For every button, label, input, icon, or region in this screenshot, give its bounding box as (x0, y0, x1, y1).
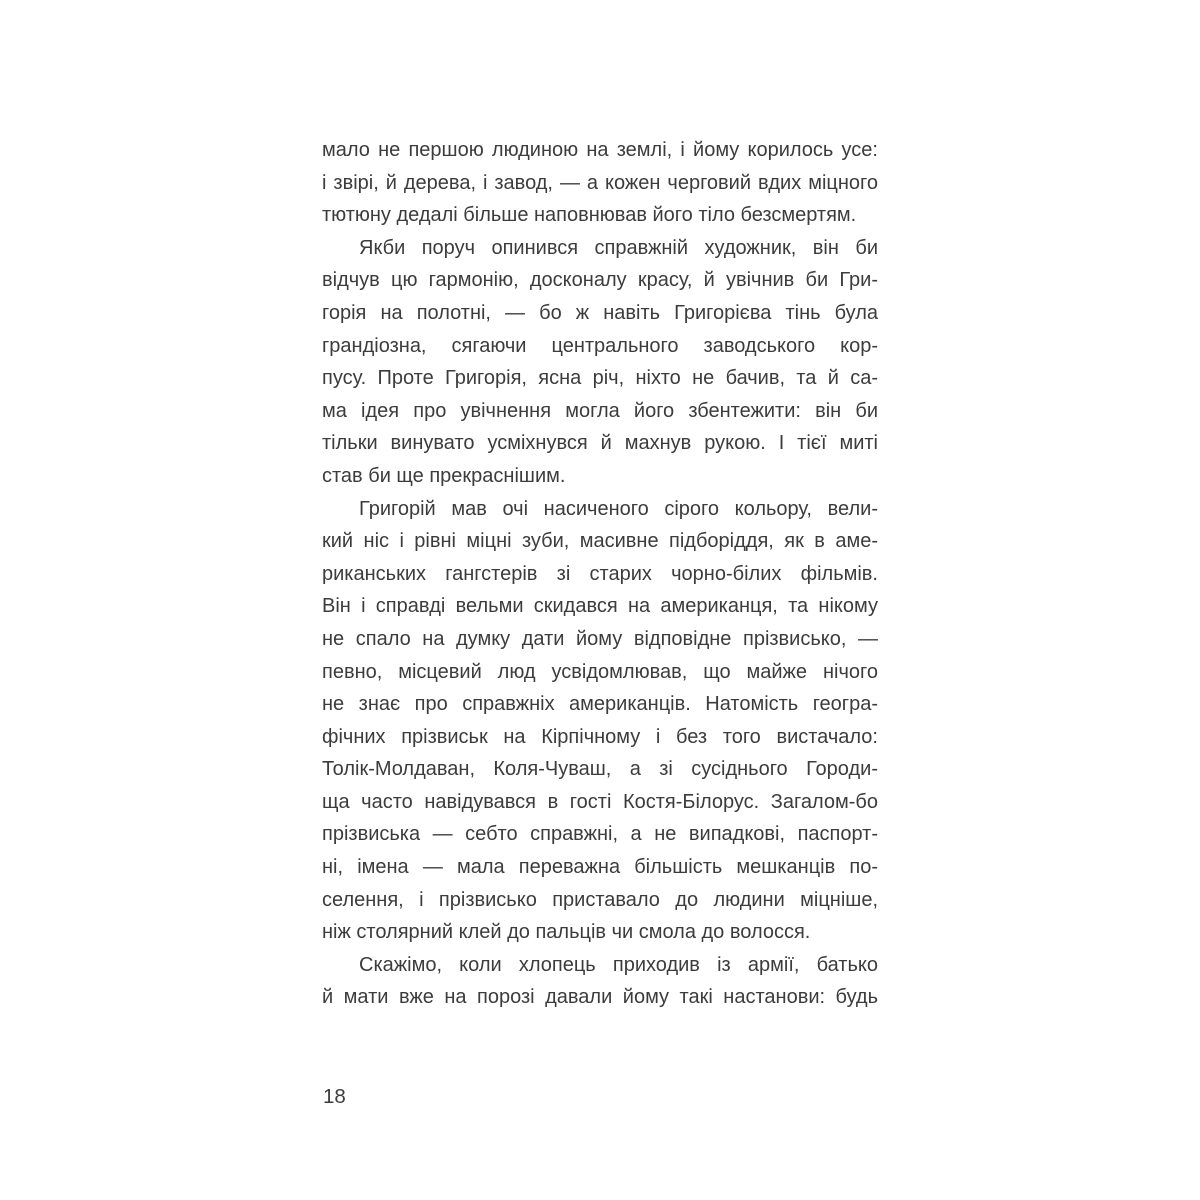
paragraph (322, 493, 878, 949)
text-line: горія на полотні, — бо ж навіть Григорієва тінь була (322, 301, 878, 324)
text-line: ма ідея про увічнення могла його збентежити: він би (322, 399, 878, 422)
text-line: не спало на думку дати йому відповідне прізвисько, — (322, 627, 878, 650)
text-line: Толік-Молдаван, Коля-Чуваш, а зі сусіднього Городи- (322, 758, 878, 781)
text-line: ща часто навідувався в гості Костя-Білорус. Загалом-бо (322, 790, 878, 813)
text-line: тютюну дедалі більше наповнював його тіло безсмертям. (322, 204, 857, 227)
page-text (322, 134, 878, 1014)
paragraph (322, 949, 878, 1014)
paragraph (322, 134, 878, 232)
text-line: став би ще прекраснішим. (322, 464, 566, 487)
text-line: кий ніс і рівні міцні зуби, масивне підборіддя, як в аме- (322, 530, 878, 553)
text-line: Якби поруч опинився справжній художник, він би (359, 236, 878, 259)
text-line: грандіозна, сягаючи центрального заводського кор- (322, 334, 878, 357)
text-line: тільки винувато усміхнувся й махнув рукою. І тієї миті (322, 432, 878, 455)
text-line: мало не першою людиною на землі, і йому корилось усе: (322, 139, 878, 161)
text-line: Він і справді вельми скидався на американця, та нікому (322, 595, 878, 618)
text-line: фічних прізвиськ на Кірпічному і без того вистачало: (322, 725, 878, 748)
text-line: пусу. Проте Григорія, ясна річ, ніхто не бачив, та й са- (322, 367, 878, 390)
text-line: не знає про справжніх американців. Натомість геогра- (322, 693, 878, 716)
text-line: селення, і прізвисько приставало до людини міцніше, (322, 888, 878, 911)
text-line: Григорій мав очі насиченого сірого кольору, вели- (359, 497, 878, 520)
text-line: ні, імена — мала переважна більшість мешканців по- (322, 856, 878, 879)
paragraph (322, 232, 878, 493)
text-line: відчув цю гармонію, досконалу красу, й увічнив би Гри- (322, 269, 878, 292)
page-number: 18 (323, 1085, 346, 1108)
text-line: і звірі, й дерева, і завод, — а кожен черговий вдих міцного (322, 171, 878, 194)
text-line: певно, місцевий люд усвідомлював, що майже нічого (322, 660, 878, 683)
text-line: Скажімо, коли хлопець приходив із армії, батько (359, 953, 878, 976)
text-line: прізвиська — себто справжні, а не випадкові, паспорт- (322, 823, 878, 846)
text-line: й мати вже на порозі давали йому такі настанови: будь (322, 986, 878, 1009)
text-line: риканських гангстерів зі старих чорно-білих фільмів. (322, 562, 878, 585)
text-line: ніж столярний клей до пальців чи смола до волосся. (322, 921, 811, 944)
